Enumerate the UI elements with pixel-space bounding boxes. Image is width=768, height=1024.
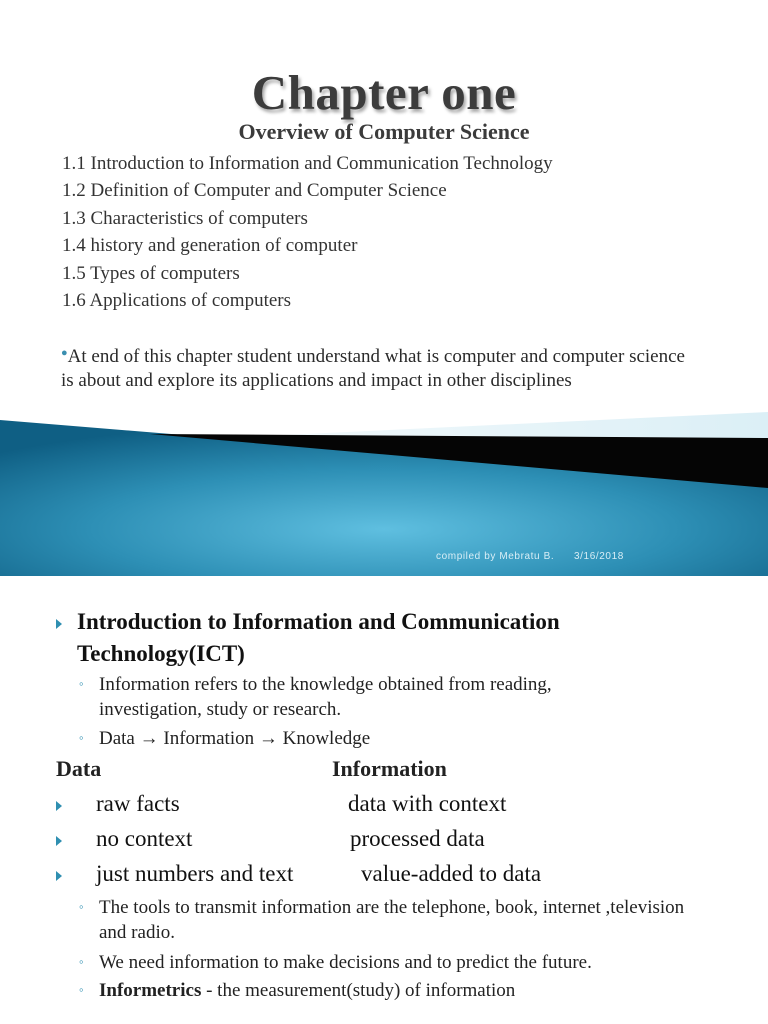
footer-author: compiled by Mebratu B. bbox=[436, 551, 555, 562]
bullet-circle-icon: ◦ bbox=[79, 982, 84, 997]
slide-title: Chapter one bbox=[251, 65, 517, 120]
informetrics-definition bbox=[99, 978, 515, 1003]
data-item: raw facts bbox=[96, 791, 180, 816]
data-info-knowledge: Data → Information → Knowledge bbox=[99, 728, 371, 749]
section-heading: Introduction to Information and Communication Technology(ICT) bbox=[77, 609, 560, 666]
toc-item: 1.2 Definition of Computer and Computer Science bbox=[62, 180, 447, 202]
bullet-dot-icon: ● bbox=[61, 347, 68, 359]
info-tools: The tools to transmit information are the telephone, book, internet ,television and radio. bbox=[99, 897, 685, 943]
band-highlight bbox=[220, 412, 768, 438]
informetrics-term: Informetrics bbox=[99, 980, 202, 1001]
info-item: data with context bbox=[348, 791, 507, 816]
data-item: no context bbox=[96, 826, 193, 851]
data-item: just numbers and text bbox=[96, 861, 294, 886]
info-definition: Information refers to the knowledge obtained from reading, investigation, study or research. bbox=[99, 674, 552, 720]
footer-date: 3/16/2018 bbox=[574, 551, 624, 562]
bullet-circle-icon: ◦ bbox=[79, 676, 84, 691]
slide-subtitle: Overview of Computer Science bbox=[238, 119, 530, 144]
column-head-data: Data bbox=[56, 756, 102, 781]
objective-text: At end of this chapter student understand what is computer and computer science is about and explore its applications and impact in other disciplines bbox=[61, 346, 685, 391]
bullet-arrow-icon bbox=[56, 871, 62, 881]
bullet-arrow-icon bbox=[56, 619, 62, 629]
bullet-circle-icon: ◦ bbox=[79, 899, 84, 914]
toc-item: 1.6 Applications of computers bbox=[62, 290, 292, 312]
bullet-arrow-icon bbox=[56, 836, 62, 846]
slide-ict-intro bbox=[0, 576, 768, 1024]
info-item: value-added to data bbox=[361, 861, 542, 886]
toc-item: 1.3 Characteristics of computers bbox=[62, 207, 308, 229]
column-head-information: Information bbox=[332, 756, 447, 781]
bullet-circle-icon: ◦ bbox=[79, 730, 84, 745]
informetrics-text: - the measurement(study) of information bbox=[201, 980, 516, 1001]
info-purpose: We need information to make decisions and to predict the future. bbox=[99, 952, 592, 973]
info-item: processed data bbox=[350, 826, 485, 851]
toc-item: 1.5 Types of computers bbox=[62, 262, 240, 284]
bullet-arrow-icon bbox=[56, 801, 62, 811]
bullet-circle-icon: ◦ bbox=[79, 954, 84, 969]
toc-item: 1.1 Introduction to Information and Communication Technology bbox=[62, 153, 553, 174]
toc-item: 1.4 history and generation of computer bbox=[62, 235, 358, 257]
